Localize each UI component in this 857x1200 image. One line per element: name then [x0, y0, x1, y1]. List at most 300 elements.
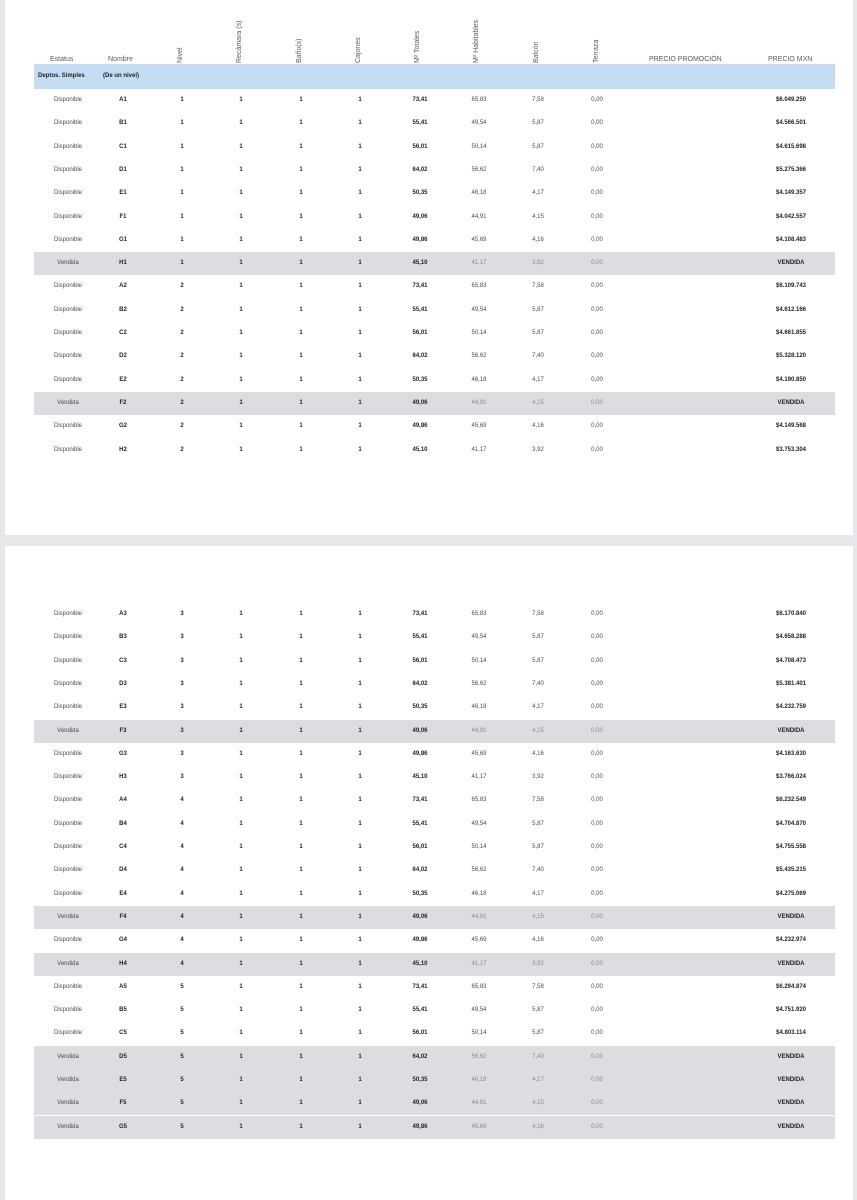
table-row	[34, 906, 835, 929]
cell-banos: 1	[299, 353, 303, 360]
cell-precio: $6.109.743	[775, 283, 807, 290]
table-row	[34, 883, 835, 906]
cell-nivel: 3	[180, 727, 184, 734]
cell-balc: 4,15	[532, 913, 544, 920]
cell-balc: 5,87	[532, 120, 544, 127]
cell-rec: 1	[239, 423, 243, 430]
price-sheet-page-1	[5, 0, 853, 535]
cell-caj: 1	[358, 1007, 362, 1014]
cell-hab: 56,62	[471, 1053, 487, 1060]
cell-hab: 45,69	[471, 1123, 487, 1130]
table-row	[34, 673, 835, 696]
cell-precio: $4.042.557	[775, 213, 807, 220]
cell-nombre: B3	[119, 634, 127, 641]
cell-nivel: 2	[180, 306, 184, 313]
cell-hab: 41,17	[471, 260, 487, 267]
cell-precio: $6.170.840	[775, 611, 807, 617]
cell-estatus: Disponible	[53, 844, 83, 850]
cell-balc: 7,58	[532, 983, 544, 990]
cell-banos: 1	[299, 166, 303, 173]
cell-nombre: D1	[119, 166, 127, 173]
table-row	[34, 1092, 835, 1115]
table-row	[34, 415, 835, 438]
cell-rec: 1	[239, 657, 243, 664]
cell-terr: 0,00	[591, 330, 603, 336]
cell-tot: 49,86	[412, 1123, 428, 1130]
cell-balc: 4,16	[532, 423, 544, 430]
cell-hab: 65,83	[471, 611, 487, 617]
cell-balc: 4,15	[532, 727, 544, 734]
cell-caj: 1	[358, 727, 362, 734]
cell-precio: $4.566.501	[775, 120, 807, 127]
cell-balc: 7,40	[532, 680, 544, 687]
cell-precio: $6.294.874	[775, 983, 807, 990]
cell-precio: VENDIDA	[777, 1123, 805, 1130]
cell-precio: VENDIDA	[777, 399, 805, 406]
table-row	[34, 182, 835, 205]
header-precio-mxn: PRECIO MXN	[768, 56, 813, 63]
cell-nivel: 2	[180, 423, 184, 430]
cell-banos: 1	[299, 937, 303, 944]
cell-caj: 1	[358, 306, 362, 313]
cell-terr: 0,00	[591, 1123, 603, 1130]
cell-nombre: A2	[119, 283, 127, 290]
cell-caj: 1	[358, 213, 362, 220]
table-row	[34, 252, 835, 275]
cell-caj: 1	[358, 330, 362, 336]
cell-caj: 1	[358, 260, 362, 267]
cell-hab: 49,54	[471, 634, 487, 641]
cell-nivel: 2	[180, 399, 184, 406]
cell-estatus: Disponible	[53, 446, 83, 453]
cell-hab: 46,18	[471, 704, 487, 711]
cell-precio: $5.381.401	[775, 680, 807, 687]
cell-balc: 5,87	[532, 143, 544, 150]
table-row	[34, 322, 835, 345]
cell-nombre: C3	[119, 657, 127, 664]
cell-balc: 5,87	[532, 844, 544, 850]
cell-precio: $4.149.568	[775, 423, 807, 430]
cell-caj: 1	[358, 1030, 362, 1037]
cell-tot: 73,41	[412, 97, 428, 103]
cell-caj: 1	[358, 446, 362, 453]
table-row	[34, 392, 835, 415]
cell-nivel: 4	[180, 820, 184, 827]
cell-banos: 1	[299, 283, 303, 290]
cell-terr: 0,00	[591, 97, 603, 103]
cell-balc: 4,15	[532, 1100, 544, 1107]
cell-caj: 1	[358, 1053, 362, 1060]
cell-nombre: C1	[119, 143, 127, 150]
cell-balc: 7,40	[532, 353, 544, 360]
cell-precio: VENDIDA	[777, 913, 805, 920]
cell-tot: 49,06	[412, 727, 428, 734]
cell-terr: 0,00	[591, 190, 603, 197]
cell-nivel: 5	[180, 983, 184, 990]
cell-nivel: 2	[180, 446, 184, 453]
cell-hab: 44,91	[471, 213, 487, 220]
cell-balc: 7,40	[532, 867, 544, 874]
cell-terr: 0,00	[591, 1100, 603, 1107]
cell-terr: 0,00	[591, 1053, 603, 1060]
cell-balc: 3,92	[532, 446, 544, 453]
cell-estatus: Disponible	[53, 353, 83, 360]
table-row	[34, 369, 835, 392]
cell-tot: 45,10	[412, 446, 428, 453]
cell-estatus: Disponible	[53, 750, 83, 757]
cell-caj: 1	[358, 680, 362, 687]
cell-nivel: 3	[180, 680, 184, 687]
cell-precio: $4.108.483	[775, 236, 807, 243]
cell-estatus: Disponible	[53, 376, 83, 383]
table-row	[34, 743, 835, 766]
cell-nivel: 1	[180, 236, 184, 243]
table-row	[34, 159, 835, 182]
table-row	[34, 439, 835, 462]
table-row	[34, 836, 835, 859]
cell-tot: 56,01	[412, 143, 428, 150]
cell-tot: 50,35	[412, 890, 428, 897]
cell-caj: 1	[358, 1100, 362, 1107]
cell-precio: VENDIDA	[777, 960, 805, 967]
cell-nivel: 4	[180, 797, 184, 804]
cell-nombre: E2	[119, 376, 127, 383]
cell-nivel: 1	[180, 166, 184, 173]
cell-nombre: E3	[119, 704, 127, 711]
cell-precio: $4.661.855	[775, 330, 807, 336]
cell-rec: 1	[239, 120, 243, 127]
cell-precio: $4.232.974	[775, 937, 807, 944]
cell-estatus: Vendida	[57, 1077, 79, 1083]
cell-estatus: Disponible	[53, 143, 83, 150]
cell-precio: VENDIDA	[777, 727, 805, 734]
cell-banos: 1	[299, 913, 303, 920]
cell-terr: 0,00	[591, 611, 603, 617]
cell-terr: 0,00	[591, 680, 603, 687]
cell-nivel: 1	[180, 260, 184, 267]
cell-precio: $4.163.630	[775, 750, 807, 757]
price-sheet-page-2	[5, 546, 853, 1200]
cell-tot: 45,10	[412, 774, 428, 781]
cell-tot: 56,01	[412, 1030, 428, 1037]
cell-rec: 1	[239, 797, 243, 804]
section-subtitle: (De un nivel)	[103, 73, 140, 79]
cell-nombre: B4	[119, 820, 127, 827]
cell-rec: 1	[239, 1053, 243, 1060]
cell-nombre: H1	[119, 260, 127, 267]
cell-banos: 1	[299, 1007, 303, 1014]
cell-nombre: F5	[119, 1100, 127, 1107]
cell-precio: $4.803.114	[776, 1030, 806, 1037]
cell-nombre: A4	[119, 797, 127, 804]
cell-hab: 41,17	[471, 446, 487, 453]
cell-tot: 49,06	[412, 399, 428, 406]
cell-banos: 1	[299, 1123, 303, 1130]
cell-banos: 1	[299, 190, 303, 197]
cell-rec: 1	[239, 704, 243, 711]
cell-nivel: 2	[180, 283, 184, 290]
cell-balc: 4,16	[532, 750, 544, 757]
cell-caj: 1	[358, 423, 362, 430]
cell-nivel: 3	[180, 657, 184, 664]
cell-estatus: Disponible	[53, 983, 83, 990]
cell-caj: 1	[358, 611, 362, 617]
cell-estatus: Disponible	[53, 704, 83, 711]
cell-banos: 1	[299, 983, 303, 990]
cell-terr: 0,00	[591, 657, 603, 664]
cell-nombre: E5	[119, 1077, 127, 1083]
cell-terr: 0,00	[591, 937, 603, 944]
header-recamaras: Recámara (s)	[236, 20, 243, 63]
cell-precio: $5.328.120	[775, 353, 807, 360]
cell-hab: 49,54	[471, 120, 487, 127]
cell-banos: 1	[299, 890, 303, 897]
cell-nombre: B2	[119, 306, 127, 313]
cell-caj: 1	[358, 820, 362, 827]
cell-banos: 1	[299, 1077, 303, 1083]
cell-rec: 1	[239, 399, 243, 406]
cell-balc: 3,92	[532, 960, 544, 967]
cell-balc: 4,15	[532, 213, 544, 220]
cell-caj: 1	[358, 913, 362, 920]
cell-nombre: G3	[118, 750, 128, 757]
cell-nombre: F3	[119, 727, 127, 734]
table-row	[34, 720, 835, 743]
cell-nombre: F4	[119, 913, 127, 920]
cell-estatus: Vendida	[57, 1100, 79, 1107]
cell-precio: $4.704.870	[775, 820, 807, 827]
cell-caj: 1	[358, 774, 362, 781]
cell-banos: 1	[299, 236, 303, 243]
cell-nombre: H3	[119, 774, 127, 781]
table-row	[34, 275, 835, 298]
cell-estatus: Disponible	[53, 423, 83, 430]
cell-tot: 49,86	[412, 236, 428, 243]
cell-estatus: Vendida	[57, 727, 79, 734]
cell-hab: 50,14	[471, 657, 487, 664]
header-m2-habitables: M² Habitables	[473, 19, 480, 63]
cell-rec: 1	[239, 353, 243, 360]
cell-estatus: Vendida	[57, 260, 79, 267]
cell-nivel: 5	[180, 1053, 184, 1060]
cell-banos: 1	[299, 960, 303, 967]
cell-caj: 1	[358, 657, 362, 664]
cell-caj: 1	[358, 960, 362, 967]
cell-estatus: Disponible	[53, 330, 83, 336]
cell-nivel: 3	[180, 750, 184, 757]
cell-nivel: 5	[180, 1007, 184, 1014]
cell-estatus: Disponible	[53, 213, 83, 220]
cell-estatus: Disponible	[53, 890, 83, 897]
cell-tot: 45,10	[412, 260, 428, 267]
cell-hab: 46,18	[471, 190, 487, 197]
cell-balc: 4,16	[532, 236, 544, 243]
cell-tot: 55,41	[412, 634, 428, 641]
cell-banos: 1	[299, 657, 303, 664]
cell-rec: 1	[239, 166, 243, 173]
cell-balc: 4,16	[532, 937, 544, 944]
cell-caj: 1	[358, 97, 362, 103]
cell-banos: 1	[299, 120, 303, 127]
table-row	[34, 813, 835, 836]
cell-caj: 1	[358, 190, 362, 197]
cell-tot: 49,06	[412, 913, 428, 920]
cell-caj: 1	[358, 797, 362, 804]
cell-estatus: Disponible	[53, 120, 83, 127]
cell-banos: 1	[299, 423, 303, 430]
cell-hab: 50,14	[471, 330, 487, 336]
cell-precio: $4.658.288	[775, 634, 807, 641]
cell-estatus: Disponible	[53, 166, 83, 173]
cell-estatus: Vendida	[57, 913, 79, 920]
cell-rec: 1	[239, 727, 243, 734]
cell-balc: 4,16	[532, 1123, 544, 1130]
cell-precio: VENDIDA	[777, 1077, 805, 1083]
cell-tot: 64,02	[412, 353, 428, 360]
cell-rec: 1	[239, 330, 243, 336]
cell-nombre: B5	[119, 1007, 127, 1014]
cell-tot: 55,41	[412, 1007, 428, 1014]
cell-nivel: 4	[180, 937, 184, 944]
cell-rec: 1	[239, 867, 243, 874]
cell-hab: 44,91	[471, 913, 487, 920]
table-row	[34, 789, 835, 812]
header-banos: Baño(s)	[296, 38, 303, 63]
cell-banos: 1	[299, 376, 303, 383]
cell-banos: 1	[299, 399, 303, 406]
cell-terr: 0,00	[591, 166, 603, 173]
cell-nombre: F2	[119, 399, 127, 406]
cell-caj: 1	[358, 634, 362, 641]
table-row	[34, 112, 835, 135]
cell-banos: 1	[299, 750, 303, 757]
cell-terr: 0,00	[591, 353, 603, 360]
cell-caj: 1	[358, 143, 362, 150]
cell-terr: 0,00	[591, 1030, 603, 1037]
cell-hab: 44,91	[471, 727, 487, 734]
cell-estatus: Disponible	[53, 937, 83, 944]
header-m2-totales: M² Totales	[414, 30, 421, 63]
cell-terr: 0,00	[591, 913, 603, 920]
cell-terr: 0,00	[591, 774, 603, 781]
table-row	[34, 299, 835, 322]
cell-caj: 1	[358, 704, 362, 711]
cell-nombre: A3	[119, 611, 127, 617]
cell-estatus: Disponible	[53, 97, 83, 103]
cell-nivel: 1	[180, 143, 184, 150]
cell-balc: 7,58	[532, 797, 544, 804]
cell-terr: 0,00	[591, 446, 603, 453]
cell-rec: 1	[239, 750, 243, 757]
cell-balc: 4,17	[532, 890, 544, 897]
cell-banos: 1	[299, 1100, 303, 1107]
cell-hab: 45,69	[471, 423, 487, 430]
table-row	[34, 1046, 835, 1069]
cell-terr: 0,00	[591, 423, 603, 430]
cell-rec: 1	[239, 260, 243, 267]
cell-balc: 4,17	[532, 190, 544, 197]
cell-terr: 0,00	[591, 283, 603, 290]
cell-nombre: D2	[119, 353, 127, 360]
cell-rec: 1	[239, 983, 243, 990]
cell-rec: 1	[239, 190, 243, 197]
cell-nivel: 4	[180, 960, 184, 967]
cell-rec: 1	[239, 1007, 243, 1014]
table-row	[34, 696, 835, 719]
cell-rec: 1	[239, 913, 243, 920]
cell-precio: $6.049.250	[775, 97, 807, 103]
cell-caj: 1	[358, 1123, 362, 1130]
cell-precio: VENDIDA	[777, 1100, 805, 1107]
cell-nombre: F1	[119, 213, 127, 220]
table-row	[34, 89, 835, 112]
table-row	[34, 1116, 835, 1139]
cell-caj: 1	[358, 166, 362, 173]
cell-tot: 50,35	[412, 190, 428, 197]
table-row	[34, 953, 835, 976]
cell-rec: 1	[239, 376, 243, 383]
cell-terr: 0,00	[591, 727, 603, 734]
cell-tot: 64,02	[412, 166, 428, 173]
cell-terr: 0,00	[591, 634, 603, 641]
cell-caj: 1	[358, 120, 362, 127]
cell-terr: 0,00	[591, 797, 603, 804]
cell-terr: 0,00	[591, 890, 603, 897]
cell-terr: 0,00	[591, 960, 603, 967]
cell-nombre: C4	[119, 844, 127, 850]
cell-rec: 1	[239, 143, 243, 150]
cell-nombre: G1	[118, 236, 128, 243]
cell-banos: 1	[299, 774, 303, 781]
cell-nivel: 3	[180, 704, 184, 711]
section-title: Deptos. Simples	[38, 73, 85, 79]
cell-banos: 1	[299, 97, 303, 103]
header-precio-promocion: PRECIO PROMOCIÓN	[649, 56, 722, 63]
cell-precio: VENDIDA	[777, 1053, 805, 1060]
cell-nivel: 1	[180, 190, 184, 197]
cell-tot: 73,41	[412, 797, 428, 804]
cell-terr: 0,00	[591, 983, 603, 990]
cell-nivel: 2	[180, 330, 184, 336]
cell-nombre: A5	[119, 983, 127, 990]
cell-rec: 1	[239, 890, 243, 897]
cell-balc: 4,15	[532, 399, 544, 406]
cell-caj: 1	[358, 867, 362, 874]
cell-banos: 1	[299, 213, 303, 220]
cell-estatus: Disponible	[53, 820, 83, 827]
cell-rec: 1	[239, 213, 243, 220]
cell-terr: 0,00	[591, 1077, 603, 1083]
cell-estatus: Vendida	[57, 1053, 79, 1060]
cell-nombre: A1	[119, 97, 127, 103]
cell-hab: 49,54	[471, 820, 487, 827]
table-row	[34, 136, 835, 159]
cell-nivel: 2	[180, 376, 184, 383]
cell-terr: 0,00	[591, 213, 603, 220]
table-row	[34, 345, 835, 368]
cell-balc: 5,87	[532, 1007, 544, 1014]
cell-hab: 65,83	[471, 97, 487, 103]
cell-rec: 1	[239, 680, 243, 687]
cell-caj: 1	[358, 890, 362, 897]
cell-tot: 49,06	[412, 213, 428, 220]
cell-banos: 1	[299, 867, 303, 874]
cell-balc: 3,92	[532, 774, 544, 781]
cell-nombre: H4	[119, 960, 127, 967]
cell-tot: 50,35	[412, 704, 428, 711]
cell-nivel: 5	[180, 1123, 184, 1130]
cell-estatus: Disponible	[53, 1007, 83, 1014]
